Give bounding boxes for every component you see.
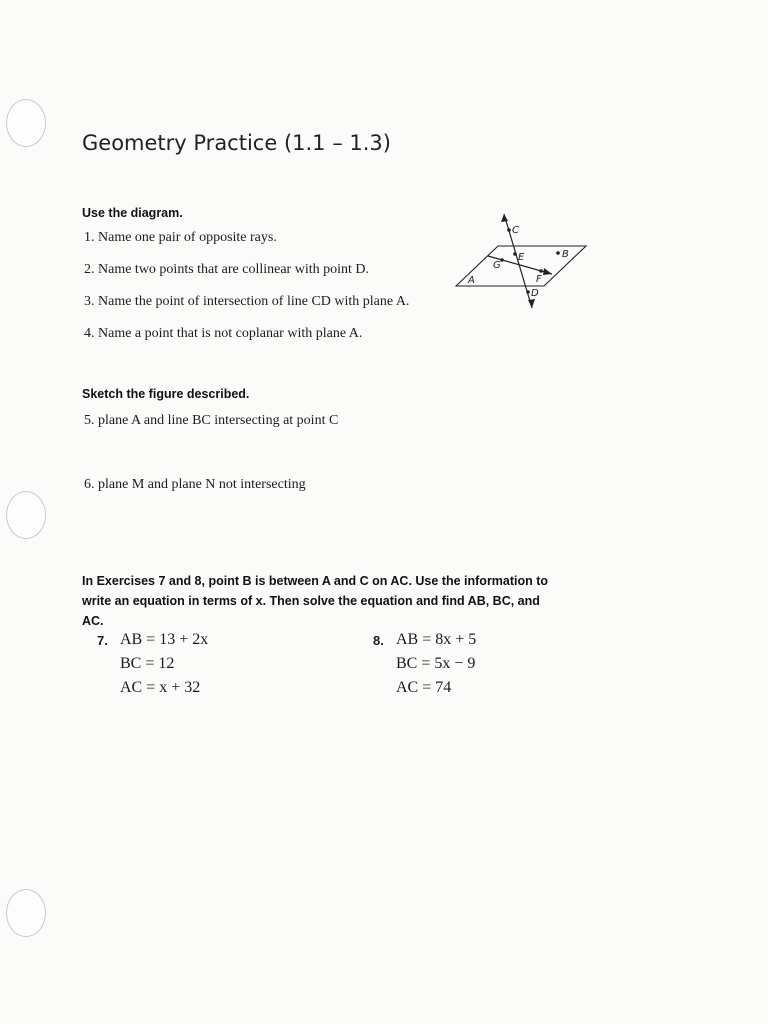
section-heading-use-diagram: Use the diagram. — [82, 206, 183, 220]
point-f — [539, 269, 543, 273]
exercise-instructions: In Exercises 7 and 8, point B is between A and C on AC. Use the information to write an equation in terms of x. Then solve the equation and find AB, BC, and AC. — [82, 574, 549, 628]
exercise-8-number: 8. — [373, 633, 384, 648]
arrowhead-f — [543, 268, 552, 275]
exercise-7-number: 7. — [97, 633, 108, 648]
question-2-text: 2. Name two points that are collinear with point D. — [84, 262, 369, 277]
label-a: A — [468, 275, 475, 286]
point-b — [556, 251, 560, 255]
exercise-8-line-3: AC = 74 — [396, 679, 452, 696]
question-5: 5. plane A and line BC intersecting at point C — [84, 413, 339, 428]
label-f: F — [536, 274, 542, 285]
question-1: 1. Name one pair of opposite rays. — [84, 230, 277, 245]
exercise-7-line-3: AC = x + 32 — [120, 679, 201, 696]
point-d — [526, 290, 530, 294]
point-c — [507, 228, 511, 232]
exercise-8-line-1: AB = 8x + 5 — [396, 631, 477, 648]
exercise-8-line-2: BC = 5x − 9 — [396, 655, 476, 672]
question-4: 4. Name a point that is not coplanar with plane A. — [84, 326, 363, 341]
binder-hole-bottom — [6, 889, 46, 937]
section-heading-sketch: Sketch the figure described. — [82, 387, 250, 401]
question-6: 6. plane M and plane N not intersecting — [84, 477, 306, 492]
arrowhead-c — [501, 214, 508, 222]
label-g: G — [493, 260, 501, 271]
question-3: 3. Name the point of intersection of line CD with plane A. — [84, 294, 410, 309]
page-title: Geometry Practice (1.1 – 1.3) — [82, 131, 391, 155]
question-2 — [84, 262, 369, 278]
binder-hole-middle — [6, 491, 46, 539]
label-c: C — [512, 225, 519, 236]
exercise-7-line-1: AB = 13 + 2x — [120, 631, 209, 648]
exercise-7-line-2: BC = 12 — [120, 655, 175, 672]
label-b: B — [562, 249, 569, 260]
point-e — [513, 252, 517, 256]
binder-hole-top — [6, 99, 46, 147]
plane-lines-diagram — [448, 206, 598, 314]
label-d: D — [531, 288, 539, 299]
arrowhead-d — [528, 299, 535, 308]
label-e: E — [518, 252, 525, 263]
